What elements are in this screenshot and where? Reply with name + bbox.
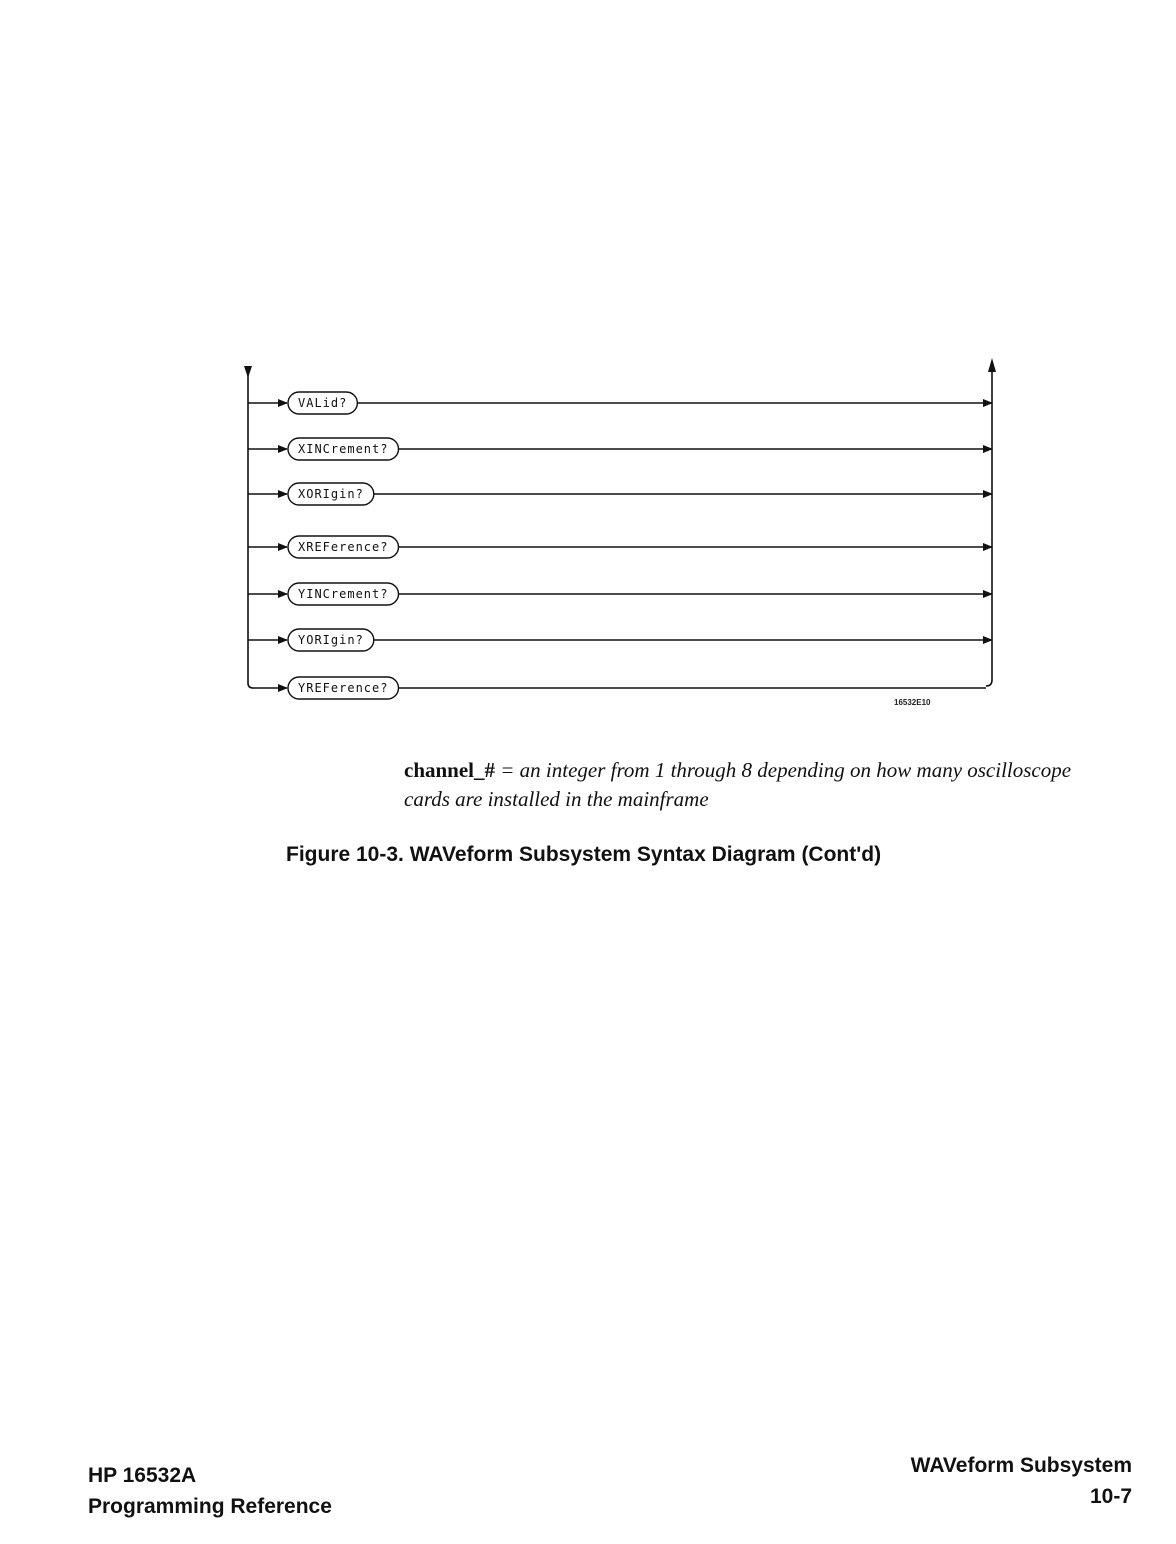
syntax-diagram-canvas bbox=[0, 0, 1176, 760]
footer-document: Programming Reference bbox=[88, 1495, 332, 1518]
syntax-node-label: VALid? bbox=[298, 396, 348, 410]
syntax-node-label: XINCrement? bbox=[298, 442, 389, 456]
footer-right bbox=[911, 1450, 1132, 1512]
channel-definition-note bbox=[404, 756, 1104, 814]
footer-page: 10-7 bbox=[1089, 1485, 1132, 1508]
footer-section: WAVeform Subsystem bbox=[910, 1454, 1132, 1477]
syntax-node-label: XREFerence? bbox=[298, 540, 389, 554]
syntax-diagram bbox=[0, 0, 1176, 760]
footer-product: HP 16532A bbox=[88, 1464, 197, 1487]
entry-arrow-head bbox=[244, 366, 252, 378]
exit-arrow-head bbox=[988, 358, 996, 372]
syntax-node-label: YREFerence? bbox=[298, 681, 389, 695]
syntax-node-label: YINCrement? bbox=[298, 587, 389, 601]
figure-caption: Figure 10-3. WAVeform Subsystem Syntax Diagram (Cont'd) bbox=[286, 843, 882, 866]
syntax-node-label: XORIgin? bbox=[298, 487, 364, 501]
exit-rail bbox=[986, 370, 992, 686]
syntax-node-label: YORIgin? bbox=[298, 633, 364, 647]
note-term: channel_# bbox=[404, 758, 496, 782]
figure-id: 16532E10 bbox=[894, 698, 931, 707]
diagram-rows bbox=[248, 392, 992, 699]
footer-left bbox=[88, 1460, 332, 1522]
note-text: = an integer from 1 through 8 depending on how many oscilloscope cards are installed in the mainframe bbox=[404, 758, 1072, 811]
